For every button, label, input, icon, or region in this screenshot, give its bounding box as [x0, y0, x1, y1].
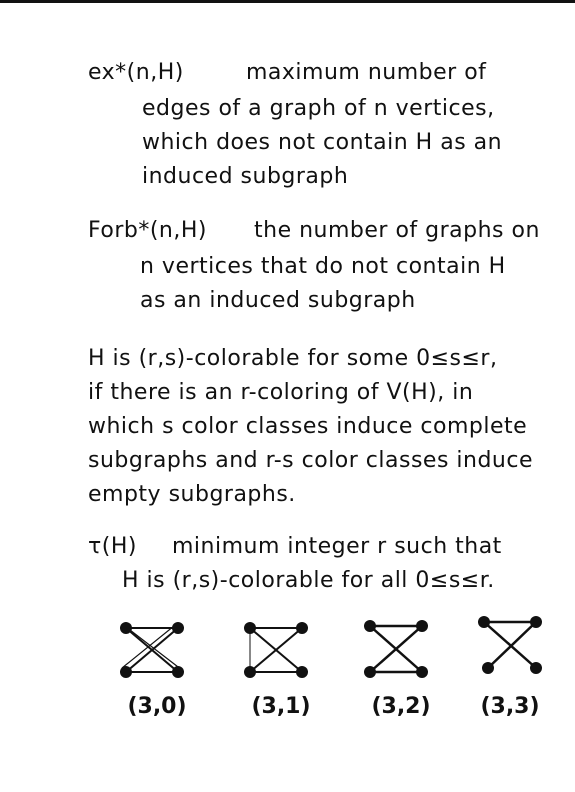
caption-3-0: (3,0): [127, 694, 187, 719]
definition-colorable-line-2: if there is an r-coloring of V(H), in: [88, 380, 474, 405]
caption-3-1: (3,1): [251, 694, 311, 719]
definition-colorable-line-3: which s color classes induce complete: [88, 414, 528, 439]
definition-ex-line-2: edges of a graph of n vertices,: [142, 96, 495, 121]
definition-forb-line-3: as an induced subgraph: [140, 288, 416, 313]
definition-colorable-line-4: subgraphs and r-s color classes induce: [88, 448, 534, 473]
top-rule: [0, 0, 575, 3]
definition-colorable-line-5: empty subgraphs.: [88, 482, 296, 507]
graph-3-2: [356, 610, 446, 690]
graph-3-3: [470, 610, 560, 690]
definition-colorable-line-1: H is (r,s)-colorable for some 0≤s≤r,: [88, 346, 498, 371]
graph-3-0-drawing: [112, 610, 202, 690]
definition-forb-line-1: the number of graphs on: [254, 218, 540, 243]
definition-ex-line-3: which does not contain H as an: [142, 130, 503, 155]
definition-tau-line-2: H is (r,s)-colorable for all 0≤s≤r.: [122, 568, 495, 593]
graph-figures: [0, 610, 575, 740]
caption-3-3: (3,3): [480, 694, 540, 719]
definition-tau-line-1: minimum integer r such that: [172, 534, 502, 559]
graph-3-1: [236, 610, 326, 690]
caption-3-2: (3,2): [371, 694, 431, 719]
definition-ex-line-4: induced subgraph: [142, 164, 349, 189]
definition-ex-line-1: maximum number of: [246, 60, 487, 85]
term-ex: ex*(n,H): [88, 60, 184, 85]
definition-forb-line-2: n vertices that do not contain H: [140, 254, 506, 279]
graph-3-1-drawing: [236, 610, 326, 690]
term-forb: Forb*(n,H): [88, 218, 207, 243]
graph-3-0: [112, 610, 202, 690]
graph-3-3-drawing: [470, 610, 560, 690]
term-tau: τ(H): [88, 534, 137, 559]
graph-3-2-drawing: [356, 610, 446, 690]
